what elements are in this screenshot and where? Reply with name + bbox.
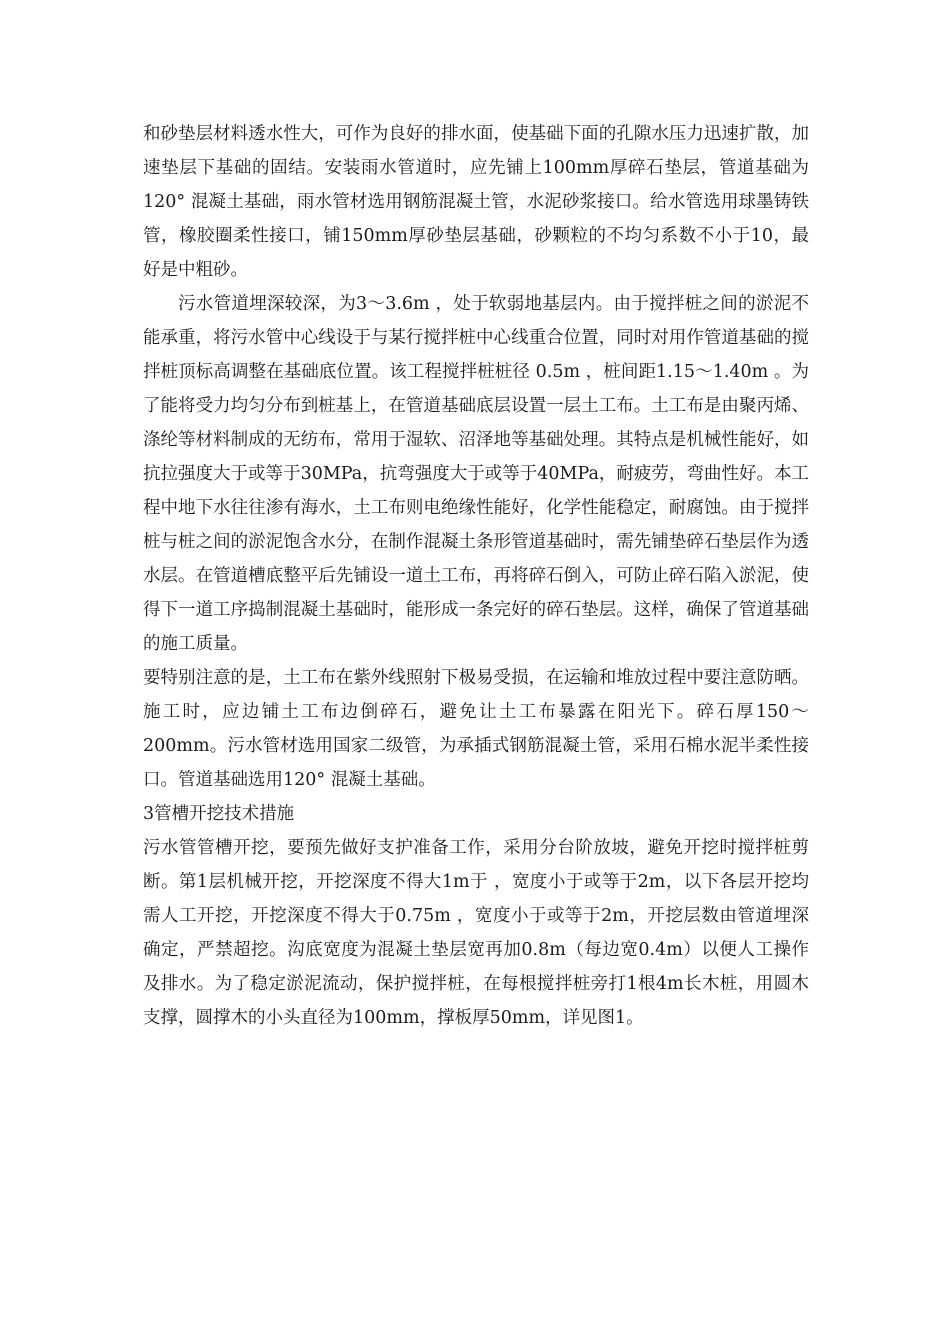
section-heading: 3管槽开挖技术措施 xyxy=(143,804,295,824)
paragraph-drainage-materials: 和砂垫层材料透水性大，可作为良好的排水面，使基础下面的孔隙水压力迅速扩散，加速垫层下基础的固结。安装雨水管道时，应先铺上100mm厚碎石垫层，管道基础为120° 混凝土基础，雨水管材选用钢筋混凝土管，水泥砂浆接口。给水管选用球墨铸铁管，橡胶圈柔性接口，铺150mm厚砂垫层基础，砂颗粒的不均匀系数不小于10，最好是中粗砂。 xyxy=(143,124,809,280)
paragraph-sewer-pipe-foundation: 污水管道埋深较深，为3～3.6m ，处于软弱地基层内。由于搅拌桩之间的淤泥不能承重，将污水管中心线设于与某行搅拌桩中心线重合位置，同时对用作管道基础的搅拌桩顶标高调整在基础底位置。该工程搅拌桩桩径 0.5m ，桩间距1.15～1.40m 。为了能将受力均匀分布到桩基上，在管道基础底层设置一层土工布。土工布是由聚丙烯、涤纶等材料制成的无纺布，常用于湿软、沼泽地等基础处理。其特点是机械性能好，如抗拉强度大于或等于30MPa，抗弯强度大于或等于40MPa，耐疲劳，弯曲性好。本工程中地下水往往渗有海水，土工布则电绝缘性能好，化学性能稳定，耐腐蚀。由于搅拌桩与桩之间的淤泥饱含水分，在制作混凝土条形管道基础时，需先铺垫碎石垫层作为透水层。在管道槽底整平后先铺设一道土工布，再将碎石倒入，可防止碎石陷入淤泥，使得下一道工序捣制混凝土基础时，能形成一条完好的碎石垫层。这样，确保了管道基础的施工质量。 xyxy=(143,294,809,654)
paragraph-trench-excavation: 污水管管槽开挖，要预先做好支护准备工作，采用分台阶放坡，避免开挖时搅拌桩剪断。第1层机械开挖，开挖深度不得大1m于 ，宽度小于或等于2m，以下各层开挖均需人工开挖，开挖深度不得大于0.75m ，宽度小于或等于2m，开挖层数由管道埋深确定，严禁超挖。沟底宽度为混凝土垫层宽再加0.8m（每边宽0.4m）以便人工操作及排水。为了稳定淤泥流动，保护搅拌桩，在每根搅拌桩旁打1根4m长木桩，用圆木支撑，圆撑木的小头直径为100mm，撑板厚50mm，详见图1。 xyxy=(143,838,809,1028)
document-body xyxy=(143,117,809,1035)
paragraph-geotextile-precautions: 要特别注意的是，土工布在紫外线照射下极易受损，在运输和堆放过程中要注意防晒。施工时，应边铺土工布边倒碎石，避免让土工布暴露在阳光下。碎石厚150～200mm。污水管材选用国家二级管，为承插式钢筋混凝土管，采用石棉水泥半柔性接口。管道基础选用120° 混凝土基础。 xyxy=(143,668,809,790)
